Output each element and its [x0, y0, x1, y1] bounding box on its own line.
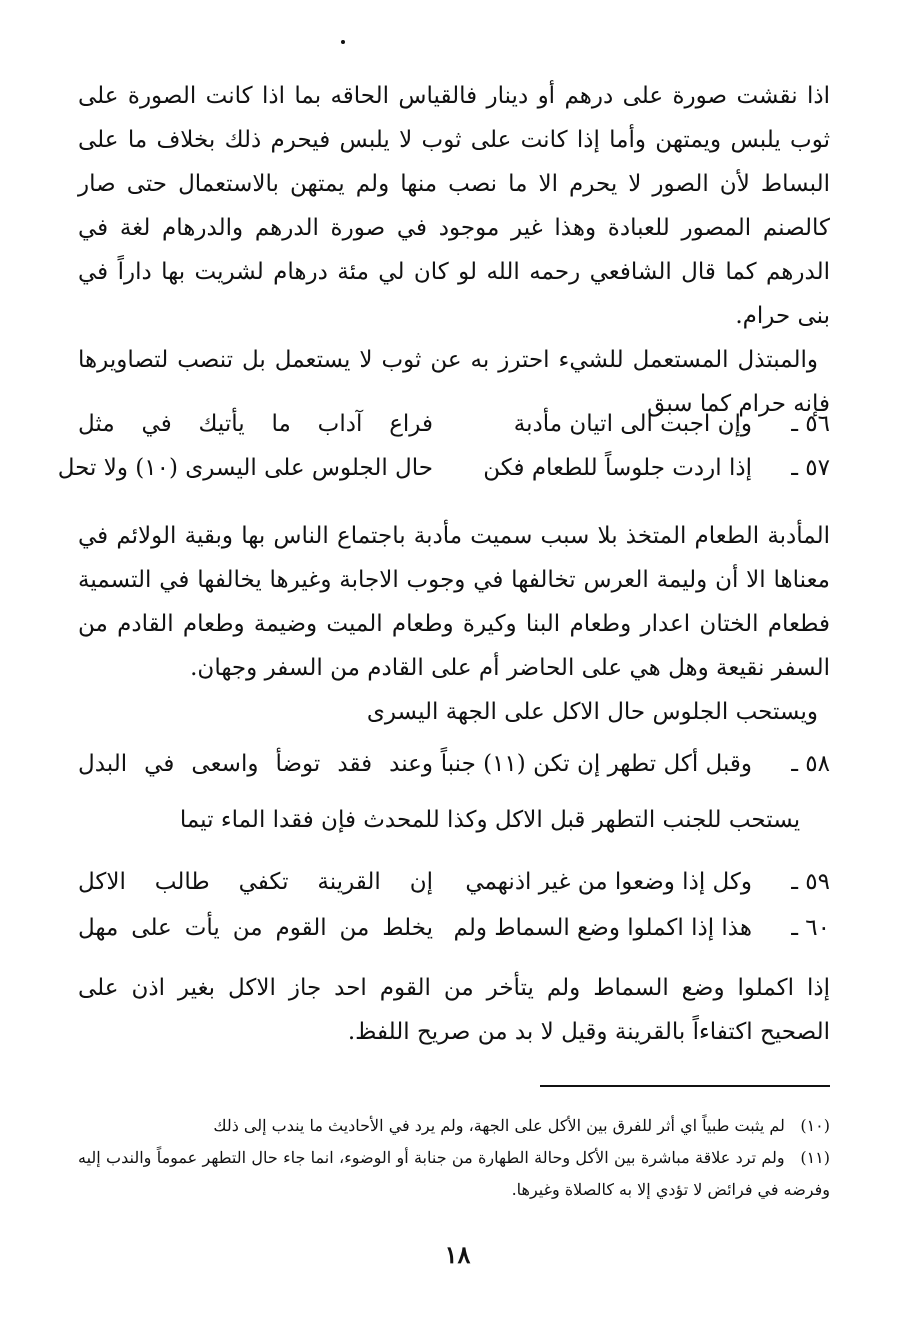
- verse-60: [78, 908, 830, 948]
- footnote-text: لم يثبت طبياً اي أثر للفرق بين الأكل على الجهة، ولم يرد في الأحاديث ما يندب إلى ذلك: [213, 1116, 785, 1135]
- page-number: ١٨: [444, 1240, 471, 1269]
- commentary-paragraph-1: اذا نقشت صورة على درهم أو دينار فالقياس الحاقه بما اذا كانت الصورة على ثوب يلبس ويمتهن وأما إذا كانت على ثوب لا يلبس فيحرم ذلك بخلاف ما على البساط لأن الصور لا يحرم الا ما نصب منها ولم يمتهن بالاستعمال حتى صار كالصنم المصور للعبادة وهذا غير موجود في صورة الدرهم والدرهام لغة في الدرهم كما قال الشافعي رحمه الله لو كان لي مئة درهام لشريت بها داراً في بنى حرام.: [78, 83, 830, 329]
- verse-59: [78, 862, 830, 902]
- verse-second-hemistich: إن القرينة تكفي طالب الاكل: [78, 869, 433, 895]
- footnote-10: [78, 1110, 830, 1142]
- footnote-separator: [540, 1085, 830, 1087]
- verse-first-hemistich: وإن اجبت الى اتيان مأدبة: [513, 411, 752, 437]
- verse-58-commentary: يستحب للجنب التطهر قبل الاكل وكذا للمحدث فإن فقدا الماء تيما: [179, 807, 801, 833]
- verse-number: ٥٧ ـ: [791, 455, 830, 481]
- verse-second-hemistich: وعند فقد توضأ واسعى في البدل: [78, 751, 433, 777]
- footnote-number: (١٠): [800, 1116, 830, 1135]
- verse-first-hemistich: هذا إذا اكملوا وضع السماط ولم: [453, 915, 752, 941]
- verse-first-hemistich: إذا اردت جلوساً للطعام فكن: [483, 455, 752, 481]
- verse-number: ٦٠ ـ: [791, 915, 830, 941]
- middle-commentary: [78, 514, 830, 734]
- verse-57: [57, 448, 830, 488]
- verse-58: [78, 744, 830, 784]
- verse-first-hemistich: وقبل أكل تطهر إن تكن (١١) جنباً: [440, 751, 752, 777]
- verse-number: ٥٨ ـ: [791, 751, 830, 777]
- footnotes: [78, 1110, 830, 1206]
- verse-second-hemistich: يخلط من القوم من يأت على مهل: [78, 915, 433, 941]
- commentary-paragraph-3: المأدبة الطعام المتخذ بلا سبب سميت مأدبة باجتماع الناس بها وبقية الولائم في معناها الا أن وليمة العرس تخالفها في وجوب الاجابة وغيرها يخالفها في التسمية فطعام الختان اعدار وطعام البنا وكيرة وطعام الميت وضيمة وطعام القادم من السفر نقيعة وهل هي على الحاضر أم على القادم من السفر وجهان.: [78, 523, 830, 681]
- verse-second-hemistich: حال الجلوس على اليسرى (١٠) ولا تحل: [57, 455, 433, 481]
- footnote-text: ولم ترد علاقة مباشرة بين الأكل وحالة الطهارة من جنابة أو الوضوء، انما جاء حال التطهر عموماً والندب إليه وفرضه في فرائض لا تؤدي إلا به كالصلاة وغيرها.: [78, 1148, 830, 1199]
- page-mark-dot: [341, 40, 345, 44]
- verse-number: ٥٦ ـ: [791, 411, 830, 437]
- verse-first-hemistich: وكل إذا وضعوا من غير اذنهمي: [465, 869, 752, 895]
- verse-number: ٥٩ ـ: [791, 869, 830, 895]
- opening-commentary: [78, 74, 830, 426]
- commentary-paragraph-4: ويستحب الجلوس حال الاكل على الجهة اليسرى: [366, 699, 818, 725]
- commentary-paragraph-2: والمبتذل المستعمل للشيء احترز به عن ثوب لا يستعمل بل تنصب لتصاويرها فإنه حرام كما سبق: [78, 347, 830, 417]
- closing-commentary: [78, 966, 830, 1054]
- verse-second-hemistich: فراع آداب ما يأتيك في مثل: [78, 411, 433, 437]
- footnote-11: [78, 1142, 830, 1206]
- verse-56: [78, 404, 830, 444]
- commentary-paragraph-5: إذا اكملوا وضع السماط ولم يتأخر من القوم احد جاز الاكل بغير اذن على الصحيح اكتفاءاً بالقرينة وقيل لا بد من صريح اللفظ.: [78, 975, 830, 1045]
- footnote-number: (١١): [800, 1148, 830, 1167]
